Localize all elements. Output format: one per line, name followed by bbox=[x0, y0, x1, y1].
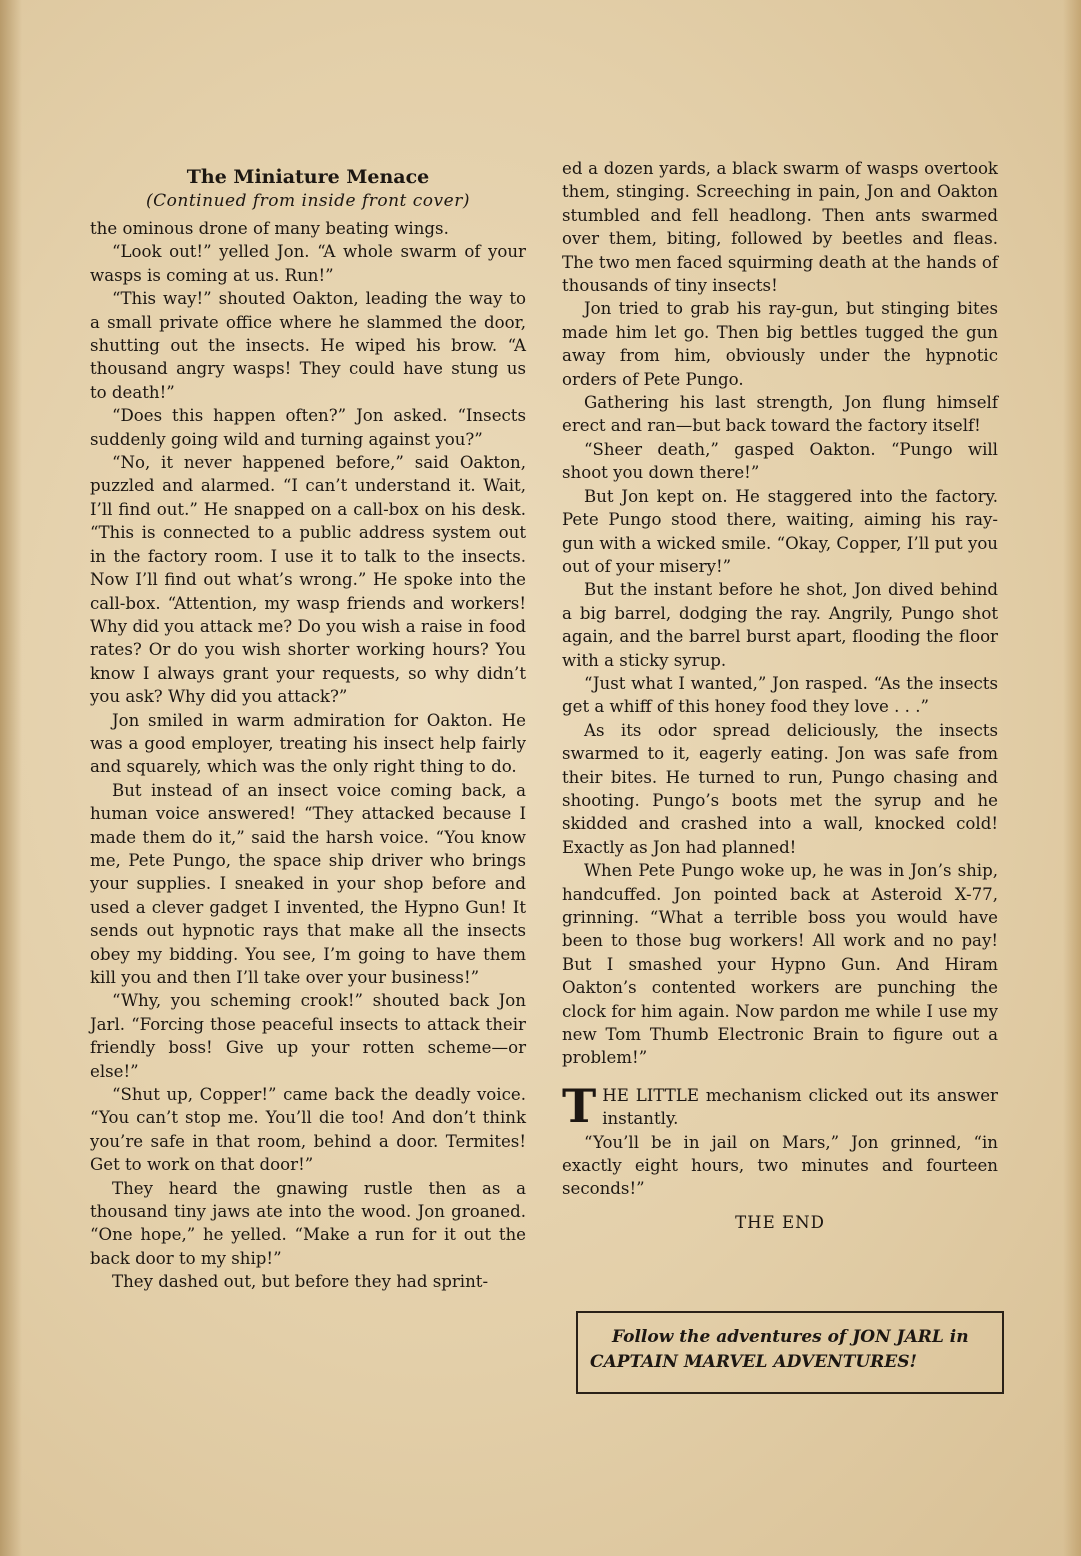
paragraph: But the instant before he shot, Jon dived behind a big barrel, dodging the ray. Angrily, Pungo shot again, and the barrel burst apart, flooding the floor with a sticky syrup. bbox=[562, 580, 998, 670]
paragraph: ed a dozen yards, a black swarm of wasps overtook them, stinging. Screeching in pain, Jon and Oakton stumbled and fell headlong. Then ants swarmed over them, biting, followed by beetles and fleas. The two men faced squirming death at the hands of thousands of tiny insects! bbox=[562, 159, 998, 296]
paragraph: “Just what I wanted,” Jon rasped. “As the insects get a whiff of this honey food they love . . .” bbox=[562, 673, 998, 717]
paragraph: Jon tried to grab his ray-gun, but stinging bites made him let go. Then big bettles tugged the gun away from him, obviously under the hypnotic orders of Pete Pungo. bbox=[562, 299, 998, 389]
promo-line-1: Follow the adventures of JON JARL in bbox=[612, 1327, 969, 1347]
paragraph: Jon smiled in warm admiration for Oakton. He was a good employer, treating his insect help fairly and squarely, which was the only right thing to do. bbox=[90, 710, 526, 777]
paragraph: “This way!” shouted Oakton, leading the way to a small private office where he slammed the door, shutting out the insects. He wiped his brow. “A thousand angry wasps! They could have stung us to death!” bbox=[90, 289, 526, 402]
paragraph: “Does this happen often?” Jon asked. “Insects suddenly going wild and turning against you?” bbox=[90, 406, 526, 449]
paragraph: the ominous drone of many beating wings. bbox=[90, 219, 449, 238]
promo-line-2: CAPTAIN MARVEL ADVENTURES! bbox=[590, 1352, 917, 1372]
paragraph: They heard the gnawing rustle then as a thousand tiny jaws ate into the wood. Jon groaned. “One hope,” he yelled. “Make a run for it out the back door to my ship!” bbox=[90, 1178, 526, 1268]
paragraph: “Shut up, Copper!” came back the deadly voice. “You can’t stop me. You’ll die too! And don’t think you’re safe in that room, behind a door. Termites! Get to work on that door!” bbox=[90, 1085, 526, 1175]
paragraph: As its odor spread deliciously, the insects swarmed to it, eagerly eating. Jon was safe from their bites. He turned to run, Pungo chasing and shooting. Pungo’s boots met the syrup and he skidded and crashed into a wall, knocked cold! Exactly as Jon had planned! bbox=[562, 720, 998, 857]
the-end-label: THE END bbox=[735, 1212, 825, 1232]
paragraph: They dashed out, but before they had sprint- bbox=[112, 1272, 489, 1292]
paragraph: Gathering his last strength, Jon flung himself erect and ran—but back toward the factory itself! bbox=[562, 393, 998, 436]
paragraph: When Pete Pungo woke up, he was in Jon’s ship, handcuffed. Jon pointed back at Asteroid X-77, grinning. “What a terrible boss you would have been to those bug workers! All work and no pay! But I smashed your Hypno Gun. And Hiram Oakton’s contented workers are punching the clock for him again. Now pardon me while I use my new Tom Thumb Electronic Brain to figure out a problem!” bbox=[562, 861, 998, 1068]
paragraph: “No, it never happened before,” said Oakton, puzzled and alarmed. “I can’t understand it. Wait, I’ll find out.” He snapped on a call-box on his desk. “This is connected to a public address system out in the factory room. I use it to talk to the insects. Now I’ll find out what’s wrong.” He spoke into the call-box. “Attention, my wasp friends and workers! Why did you attack me? Do you wish a raise in food rates? Or do you wish shorter working hours? You know I always grant your requests, so why didn’t you ask? Why did you attack?” bbox=[90, 453, 526, 707]
paragraph: But instead of an insect voice coming back, a human voice answered! “They attacked because I made them do it,” said the harsh voice. “You know me, Pete Pungo, the space ship driver who brings your supplies. I sneaked in your shop before and used a clever gadget I invented, the Hypno Gun! It sends out hypnotic rays that make all the insects obey my bidding. You see, I’m going to have them kill you and then I’ll take over your business!” bbox=[90, 780, 526, 987]
left-text-column bbox=[90, 165, 526, 1294]
paragraph: “Look out!” yelled Jon. “A whole swarm of your wasps is coming at us. Run!” bbox=[90, 242, 526, 285]
right-text-column bbox=[562, 157, 998, 1234]
closing-paragraph bbox=[562, 1078, 998, 1133]
paragraph: “Why, you scheming crook!” shouted back Jon Jarl. “Forcing those peaceful insects to attack their friendly boss! Give up your rotten scheme—or else!” bbox=[90, 991, 526, 1081]
page-binding-edge bbox=[0, 0, 22, 1556]
closing-text: HE LITTLE mechanism clicked out its answer instantly. bbox=[602, 1085, 998, 1129]
paragraph: But Jon kept on. He staggered into the factory. Pete Pungo stood there, waiting, aiming his ray-gun with a wicked smile. “Okay, Copper, I’ll put you out of your misery!” bbox=[562, 486, 998, 576]
story-title: The Miniature Menace bbox=[186, 166, 430, 188]
final-quote: “You’ll be in jail on Mars,” Jon grinned, “in exactly eight hours, two minutes and fourteen seconds!” bbox=[562, 1132, 998, 1199]
paragraph: “Sheer death,” gasped Oakton. “Pungo will shoot you down there!” bbox=[562, 439, 998, 483]
promo-box bbox=[576, 1311, 1004, 1394]
story-subtitle: (Continued from inside front cover) bbox=[146, 191, 470, 211]
page-outer-edge bbox=[1063, 0, 1081, 1556]
drop-cap: T bbox=[562, 1078, 597, 1133]
